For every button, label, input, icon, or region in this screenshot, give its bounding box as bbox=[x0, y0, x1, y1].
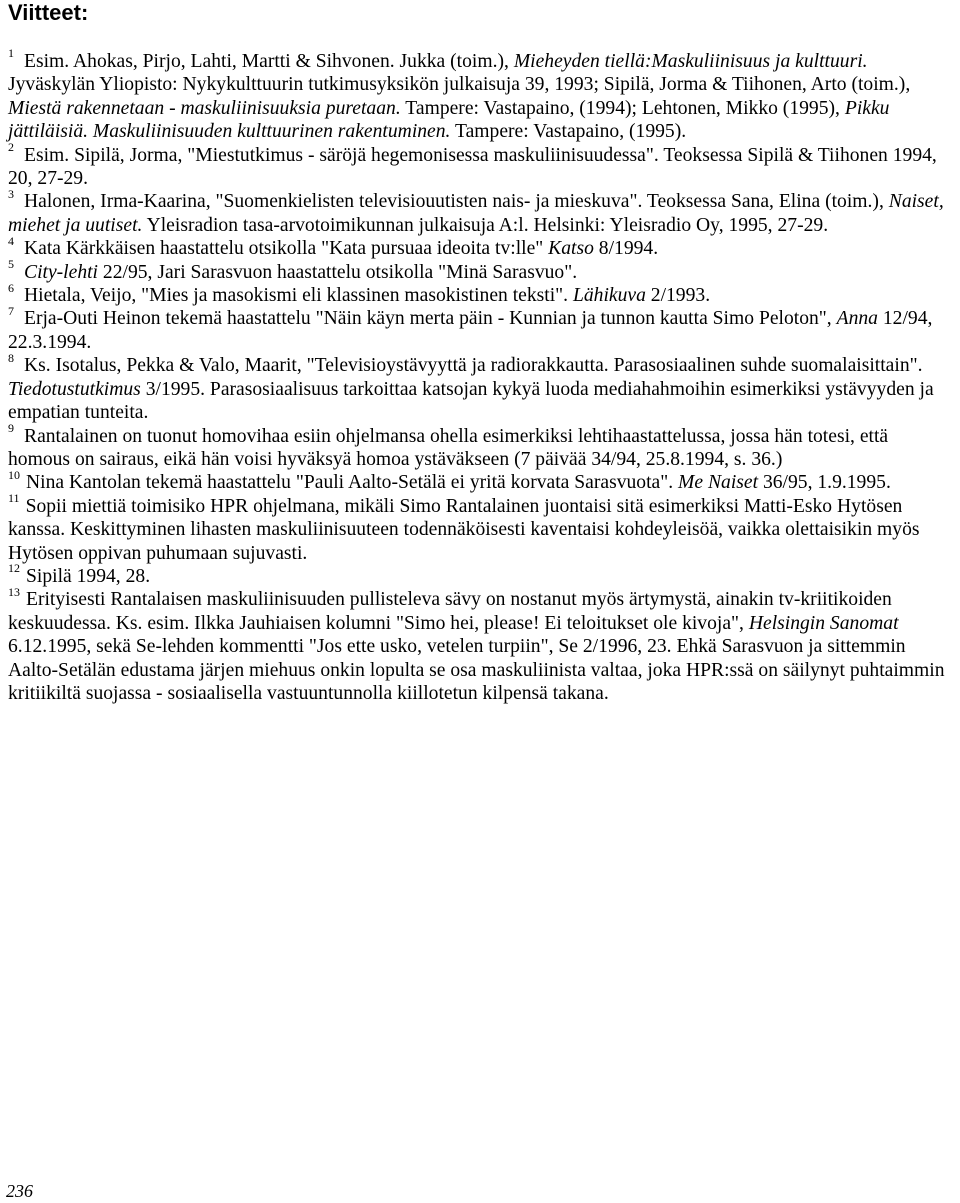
footnote-number: 7 bbox=[8, 303, 14, 318]
footnote-italic-text: Miestä rakennetaan - maskuliinisuuksia puretaan. bbox=[8, 97, 401, 119]
footnote-12 bbox=[8, 561, 952, 588]
footnote-number: 6 bbox=[8, 280, 14, 295]
footnote-italic-text: Tiedotustutkimus bbox=[8, 378, 141, 400]
footnote-text: Sipilä 1994, 28. bbox=[26, 565, 151, 587]
footnote-text: Nina Kantolan tekemä haastattelu "Pauli Aalto-Setälä ei yritä korvata Sarasvuota". bbox=[26, 472, 679, 494]
footnote-13 bbox=[8, 584, 952, 705]
footnote-text: Sopii miettiä toimisiko HPR ohjelmana, mikäli Simo Rantalainen juontaisi sitä esimerkiksi Matti-Esko Hytösen kanssa. Keskittyminen lihasten maskuliinisuuteen todennäköisesti kaventaisi kohdeyleisöä, vaikka olettaisikin myös Hytösen oppivan puhumaan sujuvasti. bbox=[8, 495, 920, 564]
footnote-italic-text: Lähikuva bbox=[572, 285, 646, 307]
footnote-italic-text: Anna bbox=[836, 308, 878, 330]
footnote-number: 5 bbox=[8, 257, 14, 272]
footnote-text: 36/95, 1.9.1995. bbox=[758, 472, 891, 494]
footnote-number: 10 bbox=[8, 467, 20, 482]
page-number: 236 bbox=[6, 1181, 33, 1201]
footnote-8 bbox=[8, 350, 952, 424]
footnote-number: 8 bbox=[8, 350, 14, 365]
footnote-number: 1 bbox=[8, 46, 14, 61]
footnote-text: Ks. Isotalus, Pekka & Valo, Maarit, "Televisioystävyyttä ja radiorakkautta. Parasosiaalinen suhde suomalaisittain". bbox=[24, 355, 923, 377]
footnote-number: 11 bbox=[8, 491, 20, 506]
footnote-text: 3/1995. Parasosiaalisuus tarkoittaa katsojan kykyä luoda mediahahmoihin esimerkiksi ystävyyden ja empatian tunteita. bbox=[8, 378, 934, 424]
footnote-italic-text: Helsingin Sanomat bbox=[748, 612, 899, 634]
footnote-number: 12 bbox=[8, 561, 20, 576]
footnote-italic-text: Me Naiset bbox=[678, 472, 759, 494]
footnote-number: 2 bbox=[8, 140, 14, 155]
footnote-4 bbox=[8, 233, 952, 260]
footnote-text: 12/94, 22.3.1994. bbox=[8, 308, 933, 353]
footnote-text: Esim. Ahokas, Pirjo, Lahti, Martti & Sihvonen. Jukka (toim.), bbox=[24, 51, 514, 72]
footnote-text: Tampere: Vastapaino, (1995). bbox=[450, 121, 687, 143]
footnote-11 bbox=[8, 491, 952, 565]
footnote-text: Erityisesti Rantalaisen maskuliinisuuden pullisteleva sävy on nostanut myös ärtymystä, ainakin tv-kriitikoiden keskuudessa. Ks. esim. Ilkka Jauhiaisen kolumni "Simo hei, please! Ei teloitukset ole kivoja", bbox=[8, 589, 892, 634]
footnote-text: 6.12.1995, sekä Se-lehden kommentti "Jos ette usko, vetelen turpiin", Se 2/1996, 23. Ehkä Sarasvuon ja sittemmin Aalto-Setälän edustama järjen miehuus onkin lopulta se osa maskuliinista valtaa, joka HPR:ssä on säilynyt puhtaimmin kritiikiltä suojassa - sosiaalisella vastuuntunnolla kiillotetun kilpensä takana. bbox=[8, 636, 945, 704]
footnote-7 bbox=[8, 303, 952, 354]
footnote-text: Rantalainen on tuonut homovihaa esiin ohjelmansa ohella esimerkiksi lehtihaastattelussa, jossa hän totesi, että homous on sairaus, eikä hän voisi hyväksyä homoa ystäväkseen (7 päivää 34/94, 25.8.1994, s. 36.) bbox=[8, 425, 889, 470]
footnote-text: Jyväskylän Yliopisto: Nykykulttuurin tutkimusyksikön julkaisuja 39, 1993; Sipilä, Jorma & Tiihonen, Arto (toim.), bbox=[8, 74, 911, 96]
footnote-text: Tampere: Vastapaino, (1994); Lehtonen, Mikko (1995), bbox=[400, 97, 845, 119]
footnote-italic-text: Pikku jättiläisiä. Maskuliinisuuden kulttuurinen rakentuminen. bbox=[8, 97, 890, 143]
footnote-text: Esim. Sipilä, Jorma, "Miestutkimus - säröjä hegemonisessa maskuliinisuudessa". Teoksessa Sipilä & Tiihonen 1994, 20, 27-29. bbox=[8, 144, 937, 190]
footnote-text: Kata Kärkkäisen haastattelu otsikolla "Kata pursuaa ideoita tv:lle" bbox=[24, 238, 549, 260]
footnote-3 bbox=[8, 186, 952, 237]
footnote-text: Halonen, Irma-Kaarina, "Suomenkielisten televisiouutisten nais- ja mieskuva". Teoksessa Sana, Elina (toim.), bbox=[24, 191, 889, 213]
footnotes-list bbox=[8, 46, 952, 705]
footnote-number: 9 bbox=[8, 420, 14, 435]
footnote-number: 3 bbox=[8, 186, 14, 201]
footnote-italic-text: Naiset, miehet ja uutiset. bbox=[8, 191, 944, 236]
footnote-text: 2/1993. bbox=[645, 285, 711, 307]
footnote-number: 4 bbox=[8, 233, 14, 248]
footnote-italic-text: Mieheyden tiellä:Maskuliinisuus ja kulttuuri. bbox=[513, 51, 868, 72]
footnote-1 bbox=[8, 46, 952, 144]
footnote-text: Erja-Outi Heinon tekemä haastattelu "Näin käyn merta päin - Kunnian ja tunnon kautta Simo Peloton", bbox=[24, 308, 837, 330]
footnote-text: 8/1994. bbox=[593, 238, 659, 260]
footnote-2 bbox=[8, 140, 952, 191]
footnote-text: 22/95, Jari Sarasvuon haastattelu otsikolla "Minä Sarasvuo". bbox=[98, 261, 578, 283]
footnote-italic-text: Katso bbox=[548, 238, 594, 260]
footnote-6 bbox=[8, 280, 952, 307]
footnote-text: Yleisradion tasa-arvotoimikunnan julkaisuja A:l. Helsinki: Yleisradio Oy, 1995, 27-29. bbox=[142, 214, 829, 236]
footnote-number: 13 bbox=[8, 584, 20, 599]
footnote-italic-text: City-lehti bbox=[24, 261, 99, 283]
footnote-9 bbox=[8, 420, 952, 472]
footnote-text: Hietala, Veijo, "Mies ja masokismi eli klassinen masokistinen teksti". bbox=[24, 285, 573, 307]
section-heading: Viitteet: bbox=[8, 0, 89, 25]
footnote-10 bbox=[8, 467, 952, 494]
footnote-5 bbox=[8, 257, 952, 284]
